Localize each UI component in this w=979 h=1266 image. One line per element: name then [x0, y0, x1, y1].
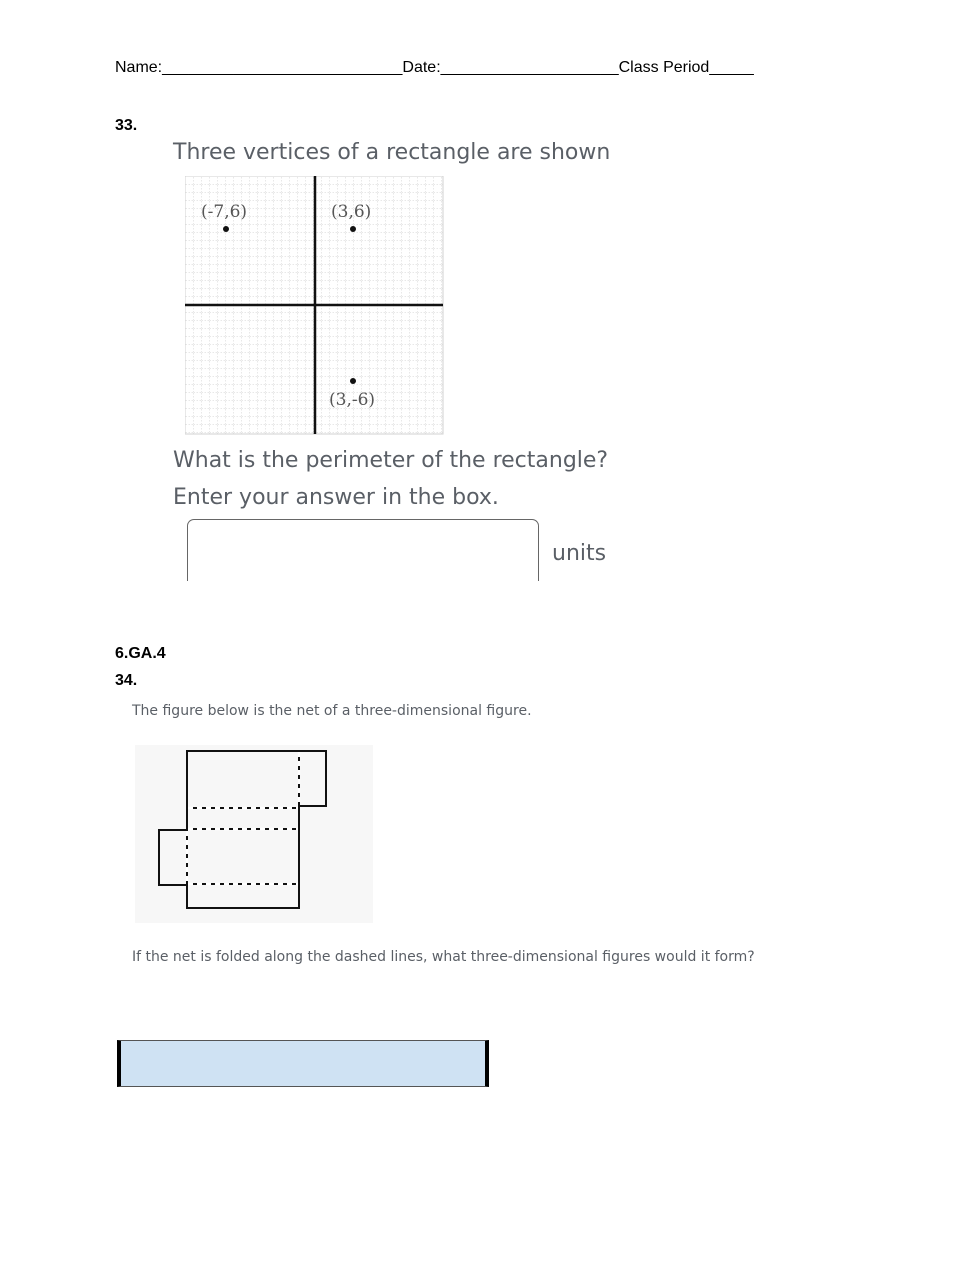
question-33-number: 33. — [115, 117, 138, 134]
name-label: Name: — [115, 59, 163, 76]
vertex-point — [223, 226, 229, 232]
date-blank[interactable]: ____________________ — [440, 59, 619, 76]
question-33-title: Three vertices of a rectangle are shown — [173, 140, 611, 165]
question-33-prompt: What is the perimeter of the rectangle? — [173, 448, 609, 473]
question-34-text: The figure below is the net of a three-dimensional figure. — [132, 703, 532, 719]
answer-input-box[interactable] — [187, 519, 539, 581]
point-label: (-7,6) — [201, 202, 248, 222]
units-label: units — [552, 541, 607, 566]
net-figure — [135, 745, 375, 925]
point-label: (3,6) — [331, 202, 372, 222]
answer-field[interactable] — [117, 1040, 489, 1087]
vertex-point — [350, 226, 356, 232]
name-blank[interactable]: ___________________________ — [162, 59, 403, 76]
date-label: Date: — [402, 59, 441, 76]
coordinate-grid — [185, 176, 445, 436]
question-34-number: 34. — [115, 672, 138, 689]
standard-code: 6.GA.4 — [115, 645, 166, 662]
class-period-label: Class Period — [618, 59, 710, 76]
class-period-blank[interactable]: _____ — [709, 59, 754, 76]
question-33-instruction: Enter your answer in the box. — [173, 485, 499, 510]
point-label: (3,-6) — [329, 390, 376, 410]
vertex-point — [350, 378, 356, 384]
question-34-prompt: If the net is folded along the dashed lines, what three-dimensional figures would it form? — [132, 949, 755, 965]
header-line — [115, 59, 754, 77]
